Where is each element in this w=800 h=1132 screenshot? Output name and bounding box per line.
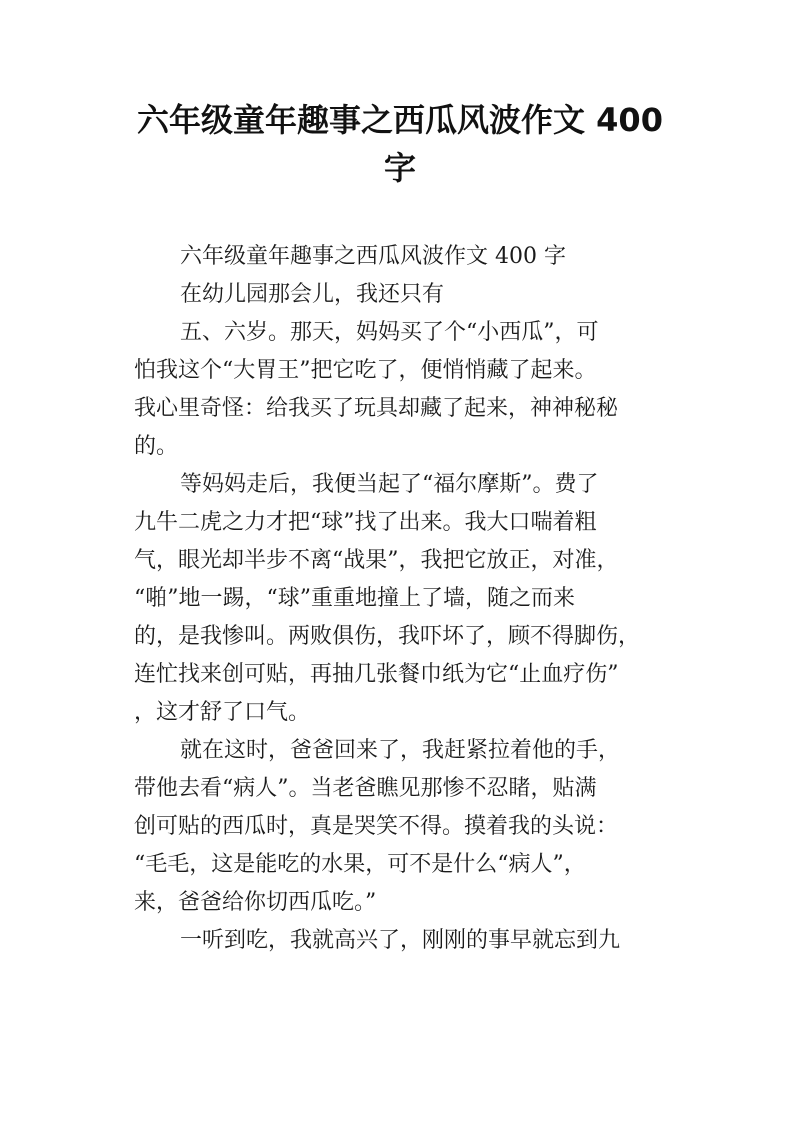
text-line: 连忙找来创可贴，再抽几张餐巾纸为它“止血疗伤” — [134, 662, 619, 687]
text-line: 我心里奇怪：给我买了玩具却藏了起来，神神秘秘 — [134, 396, 619, 421]
document-title — [130, 96, 670, 192]
text-line: “啪”地一踢，“球”重重地撞上了墙，随之而来 — [134, 586, 575, 611]
text-line: 在幼儿园那会儿，我还只有 — [180, 282, 445, 307]
text-line: 等妈妈走后，我便当起了“福尔摩斯”。费了 — [180, 472, 599, 497]
text-line: 气，眼光却半步不离“战果”，我把它放正，对准， — [134, 548, 619, 573]
title-line-2: 字 — [383, 149, 416, 187]
text-line: 来，爸爸给你切西瓜吃。” — [134, 890, 377, 915]
text-line: 九牛二虎之力才把“球”找了出来。我大口喘着粗 — [134, 510, 597, 535]
text-line: 五、六岁。那天，妈妈买了个“小西瓜”，可 — [180, 320, 599, 345]
text-line: 带他去看“病人”。当老爸瞧见那惨不忍睹，贴满 — [134, 776, 597, 801]
text-line: 的。 — [134, 434, 179, 459]
text-line: 怕我这个“大胃王”把它吃了，便悄悄藏了起来。 — [134, 358, 597, 383]
text-line: 就在这时，爸爸回来了，我赶紧拉着他的手， — [180, 738, 621, 763]
text-line: “毛毛，这是能吃的水果，可不是什么“病人”， — [134, 852, 586, 877]
essay-body — [134, 238, 674, 960]
title-line-1: 六年级童年趣事之西瓜风波作文 400 — [137, 101, 663, 139]
text-line: 六年级童年趣事之西瓜风波作文 400 字 — [180, 244, 566, 269]
text-line: 一听到吃，我就高兴了，刚刚的事早就忘到九 — [180, 928, 621, 953]
text-line: 创可贴的西瓜时，真是哭笑不得。摸着我的头说： — [134, 814, 619, 839]
text-line: ，这才舒了口气。 — [134, 700, 311, 725]
text-line: 的，是我惨叫。两败俱伤，我吓坏了，顾不得脚伤， — [134, 624, 641, 649]
